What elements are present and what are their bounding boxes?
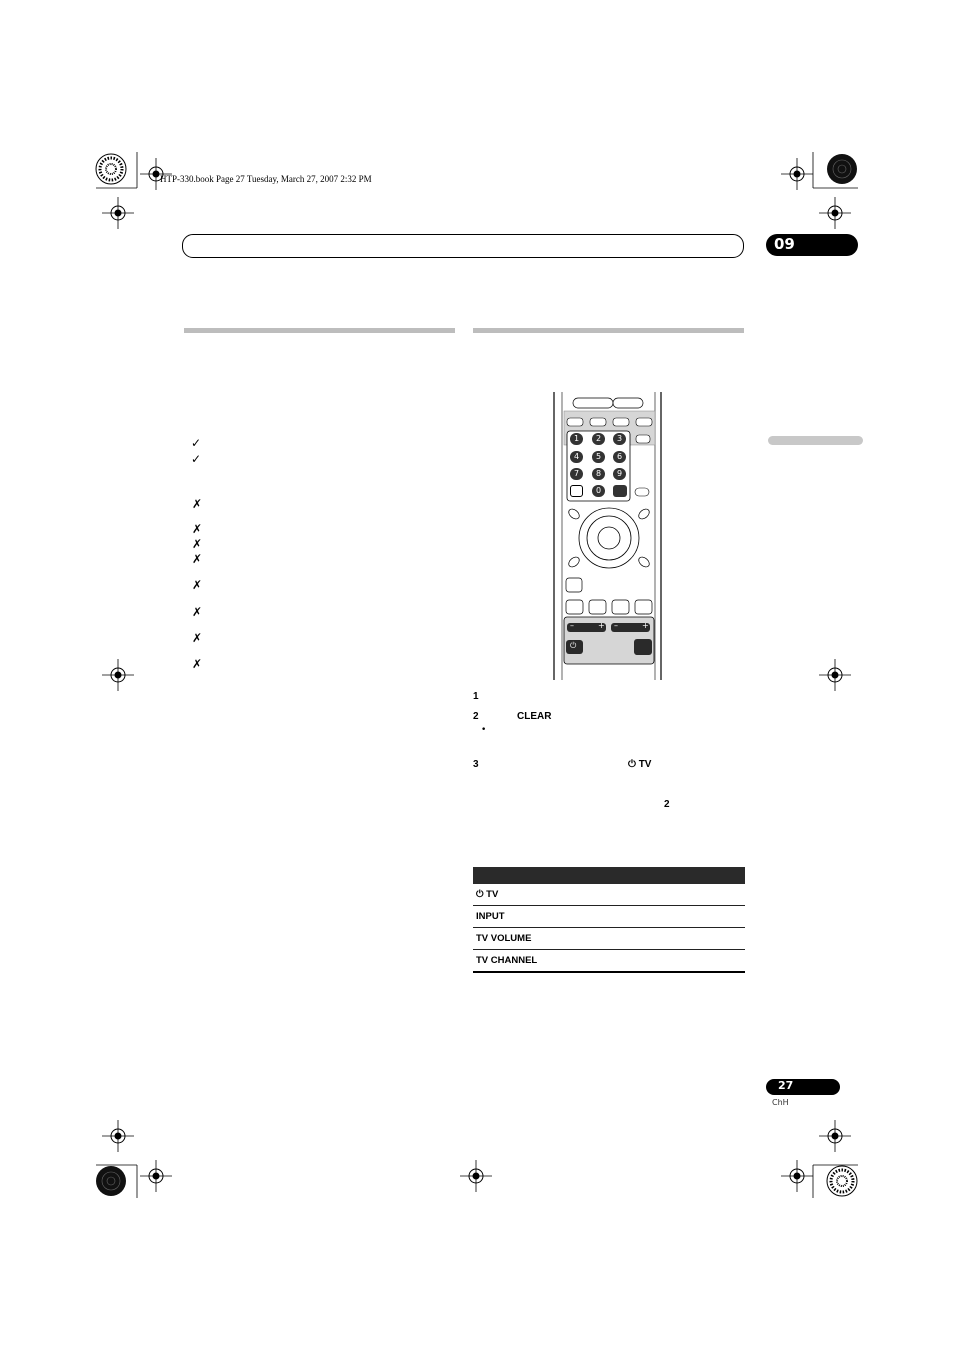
table-row: TV VOLUME — [473, 928, 745, 950]
number-key-0: 0 — [592, 485, 605, 497]
cross-mark: ✗ — [192, 497, 203, 511]
rocker-minus-left: – — [570, 621, 574, 630]
rocker-minus-right: – — [614, 621, 618, 630]
cross-mark: ✗ — [192, 552, 203, 566]
page-number-tab — [766, 1079, 840, 1095]
cross-mark: ✗ — [192, 657, 203, 671]
tv-button-table — [473, 867, 745, 973]
table-header — [473, 867, 745, 884]
cross-mark: ✗ — [192, 537, 203, 551]
blank-key — [570, 485, 583, 497]
enter-key — [613, 485, 627, 497]
rocker-plus-left: + — [598, 621, 605, 630]
step-3-number: 3 — [473, 759, 479, 770]
bullet: • — [481, 725, 487, 735]
clear-label: CLEAR — [517, 711, 552, 722]
number-pad — [570, 433, 628, 499]
table-row: INPUT — [473, 906, 745, 928]
step-reference: 2 — [664, 799, 670, 810]
number-key-9: 9 — [613, 468, 626, 480]
number-key-3: 3 — [613, 433, 626, 445]
number-key-1: 1 — [570, 433, 583, 445]
number-key-2: 2 — [592, 433, 605, 445]
cross-mark: ✗ — [192, 605, 203, 619]
number-key-6: 6 — [613, 451, 626, 463]
chapter-number: 09 — [774, 235, 795, 253]
tv-power-label: ⏻ TV — [628, 759, 652, 770]
print-header: HTP-330.book Page 27 Tuesday, March 27, 2007 2:32 PM — [160, 174, 372, 184]
number-key-5: 5 — [592, 451, 605, 463]
cross-mark: ✗ — [192, 578, 203, 592]
table-row: ⏻ TV — [473, 884, 745, 906]
number-key-7: 7 — [570, 468, 583, 480]
tv-power-icon: ⏻ — [570, 641, 577, 650]
step-1-number: 1 — [473, 691, 479, 702]
step-2-number: 2 — [473, 711, 479, 722]
page-number: 27 — [778, 1079, 794, 1092]
language-code: ChH — [772, 1098, 789, 1107]
check-mark: ✓ — [191, 436, 202, 450]
cross-mark: ✗ — [192, 631, 203, 645]
check-mark: ✓ — [191, 452, 202, 466]
table-row: TV CHANNEL — [473, 950, 745, 973]
rocker-plus-right: + — [642, 621, 649, 630]
cross-mark: ✗ — [192, 522, 203, 536]
number-key-4: 4 — [570, 451, 583, 463]
number-key-8: 8 — [592, 468, 605, 480]
